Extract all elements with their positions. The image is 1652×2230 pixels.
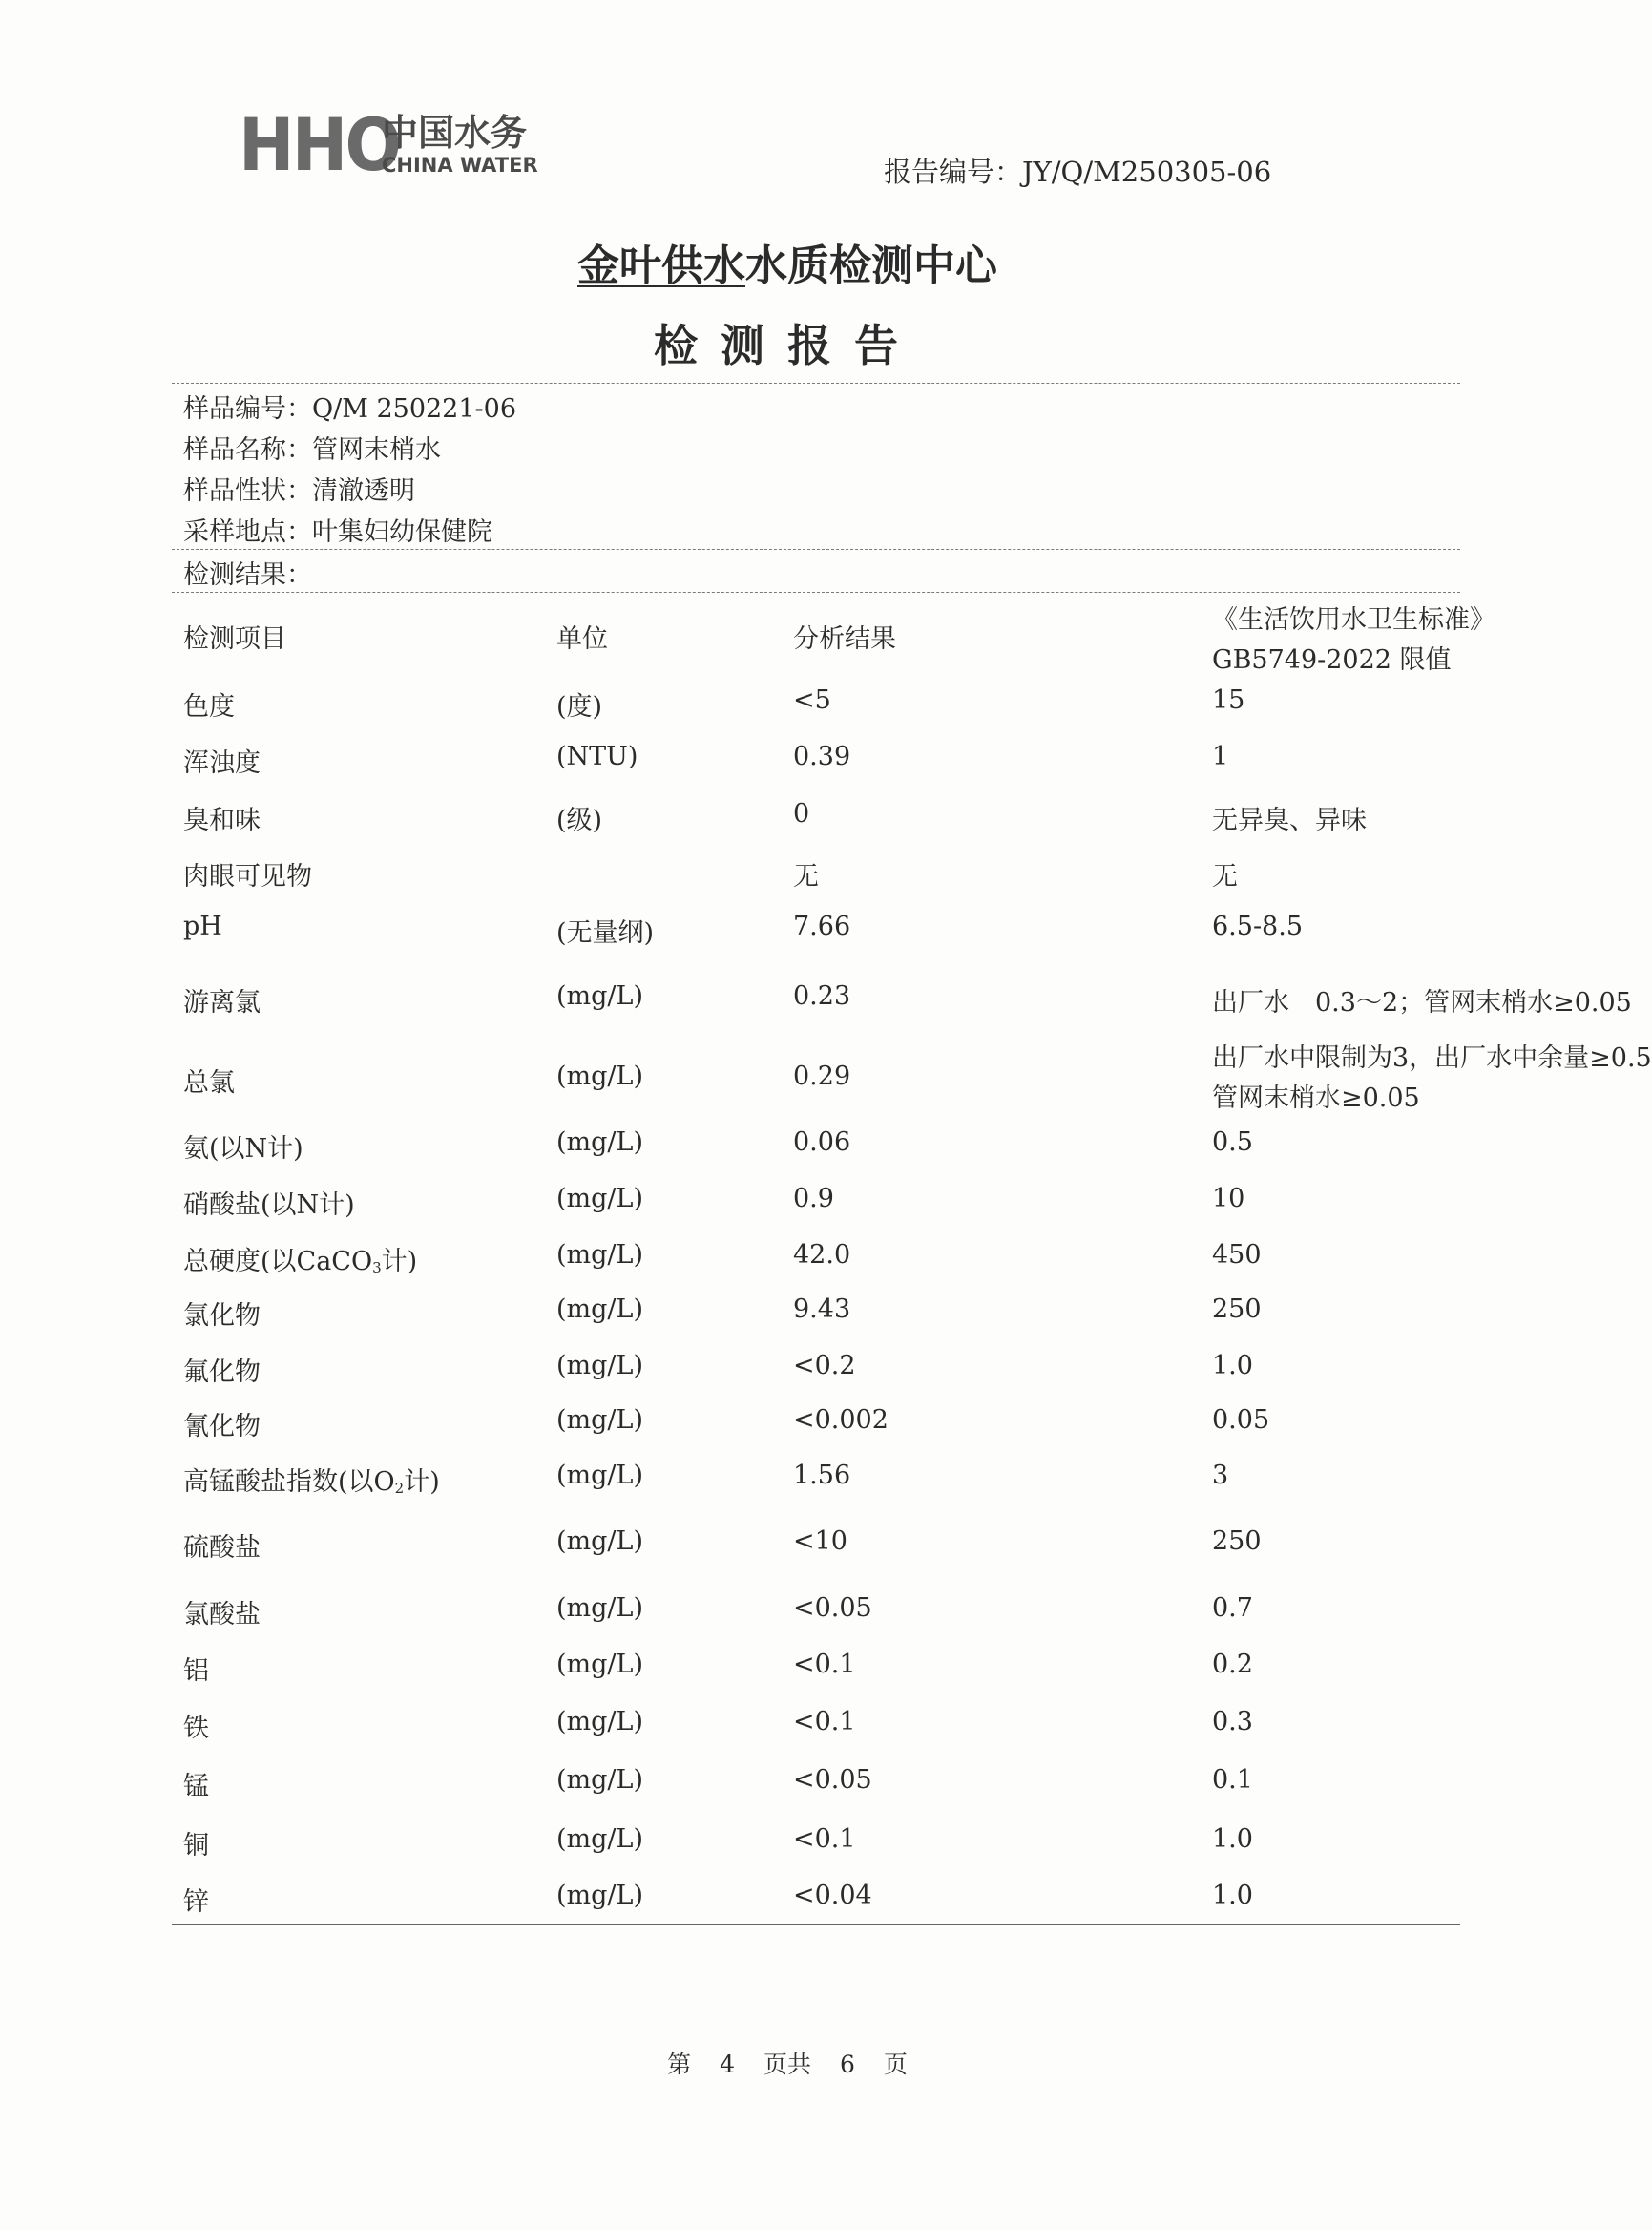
row-item-text: 计)	[404, 1467, 440, 1497]
row-item: 氯酸盐	[183, 1600, 261, 1630]
row-item: 色度	[183, 692, 235, 722]
sample-name	[183, 429, 441, 466]
divider	[172, 383, 1460, 384]
sample-state-label: 样品性状：	[183, 476, 312, 506]
logo-english-name: CHINA WATER	[382, 154, 538, 177]
row-item-subscript: 3	[372, 1259, 382, 1276]
divider	[172, 549, 1460, 550]
footer-page: 4	[720, 2051, 736, 2078]
sample-number-label: 样品编号：	[183, 394, 312, 424]
table-bottom-rule	[172, 1924, 1460, 1925]
header-item: 检测项目	[183, 624, 286, 654]
sample-state	[183, 470, 415, 507]
organization-name-underlined: 金叶供水	[577, 242, 745, 290]
row-item: 锌	[183, 1887, 209, 1917]
row-item-text: 高锰酸盐指数(以O	[183, 1467, 395, 1497]
report-number-value: JY/Q/M250305-06	[1022, 156, 1272, 188]
sample-name-value: 管网末梢水	[312, 435, 441, 465]
document-title: 检测报告	[654, 320, 921, 371]
row-item	[183, 1461, 440, 1498]
logo-chinese-name: 中国水务	[382, 112, 528, 154]
organization-title	[0, 231, 1575, 292]
row-item: 臭和味	[183, 806, 261, 835]
sampling-site	[183, 511, 492, 548]
row-item: 游离氯	[183, 988, 261, 1018]
row-item: pH	[183, 912, 222, 941]
row-item-text: 计)	[381, 1247, 418, 1276]
sample-number	[183, 388, 516, 425]
sample-number-value: Q/M 250221-06	[312, 394, 517, 424]
row-item	[183, 1240, 417, 1277]
sample-state-value: 清澈透明	[312, 476, 415, 506]
row-item-text: 总硬度(以CaCO	[183, 1247, 373, 1276]
logo-mark: HHO	[239, 102, 400, 187]
row-item: 铝	[183, 1656, 209, 1686]
report-number-label: 报告编号：	[884, 156, 1023, 188]
results-label: 检测结果：	[183, 560, 312, 590]
row-item: 硫酸盐	[183, 1533, 261, 1563]
footer-total: 6	[839, 2051, 855, 2078]
row-item: 氨(以N计)	[183, 1134, 303, 1164]
row-item: 氟化物	[183, 1357, 261, 1387]
sample-name-label: 样品名称：	[183, 435, 312, 465]
divider	[172, 592, 1460, 593]
row-item-subscript: 2	[394, 1480, 405, 1497]
sampling-site-label: 采样地点：	[183, 517, 312, 547]
footer-prefix: 第	[667, 2051, 692, 2078]
row-item: 肉眼可见物	[183, 862, 312, 892]
row-item: 氰化物	[183, 1412, 261, 1441]
page-footer	[0, 2046, 1575, 2080]
row-item: 浑浊度	[183, 748, 261, 778]
organization-name-rest: 水质检测中心	[745, 242, 997, 290]
row-item: 氯化物	[183, 1301, 261, 1331]
report-number	[884, 151, 1271, 190]
row-item: 硝酸盐(以N计)	[183, 1190, 355, 1220]
sampling-site-value: 叶集妇幼保健院	[312, 517, 492, 547]
footer-suffix: 页	[883, 2051, 908, 2078]
row-item: 铜	[183, 1831, 209, 1861]
row-item: 铁	[183, 1714, 209, 1743]
row-item: 锰	[183, 1772, 209, 1801]
row-item: 总氯	[183, 1068, 235, 1098]
footer-middle: 页共	[763, 2051, 811, 2078]
